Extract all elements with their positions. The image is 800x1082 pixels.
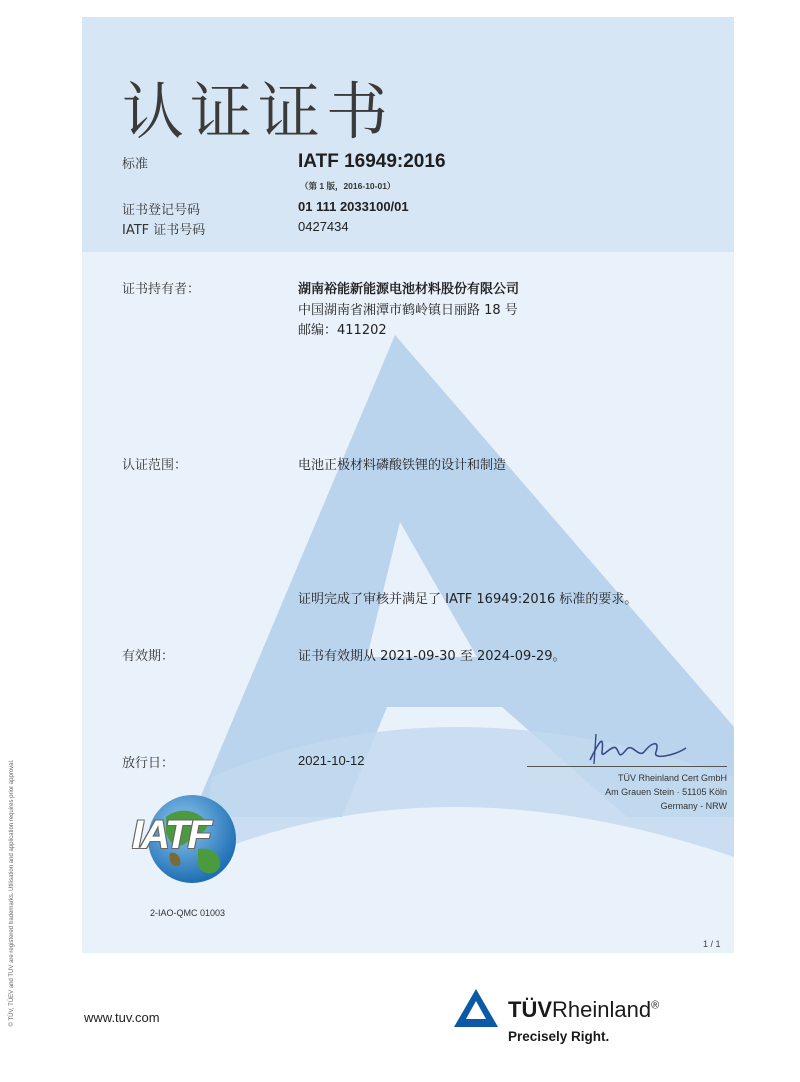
standard-edition: （第 1 版，2016-10-01） xyxy=(300,181,396,191)
issue-date-label: 放行日： xyxy=(122,756,175,771)
trademark-note: © TÜV, TÜEV and TUV are registered trademarks. Utilisation and application requires prior approval. xyxy=(9,759,15,1027)
registration-label: 证书登记号码 xyxy=(122,203,201,218)
website-link[interactable]: www.tuv.com xyxy=(84,1010,160,1025)
signature-line xyxy=(527,766,727,767)
holder-label: 证书持有者： xyxy=(122,282,201,297)
brand-name xyxy=(508,997,659,1023)
validity-value: 证书有效期从 2021-09-30 至 2024-09-29。 xyxy=(298,649,566,664)
holder-postcode: 邮编：411202 xyxy=(298,323,387,338)
validity-label: 有效期： xyxy=(122,649,175,664)
brand-name-rest: Rheinland xyxy=(552,997,652,1022)
tuv-triangle-logo-icon xyxy=(452,987,500,1029)
standard-value: IATF 16949:2016 xyxy=(298,151,446,172)
iatf-number-label: IATF 证书号码 xyxy=(122,223,206,238)
registration-value: 01 111 2033100/01 xyxy=(298,199,409,214)
iatf-logo-text: IATF xyxy=(132,813,210,857)
brand-name-bold: TÜV xyxy=(508,997,552,1022)
iatf-code: 2-IAO-QMC 01003 xyxy=(150,908,226,918)
page-number: 1 / 1 xyxy=(703,939,721,949)
scope-label: 认证范围： xyxy=(122,458,188,473)
issuer-line-1: TÜV Rheinland Cert GmbH xyxy=(617,773,727,783)
holder-name: 湖南裕能新能源电池材料股份有限公司 xyxy=(298,282,520,297)
brand-registered: ® xyxy=(651,999,660,1012)
holder-address: 中国湖南省湘潭市鹤岭镇日丽路 18 号 xyxy=(298,303,518,318)
certificate-sheet xyxy=(82,17,734,953)
statement: 证明完成了审核并满足了 IATF 16949:2016 标准的要求。 xyxy=(298,592,638,607)
iatf-number-value: 0427434 xyxy=(298,219,349,234)
signature-icon xyxy=(582,730,692,770)
brand-slogan: Precisely Right. xyxy=(508,1029,610,1044)
standard-label: 标准 xyxy=(122,157,149,172)
page-title: 认证证书 xyxy=(122,75,395,148)
issue-date-value: 2021-10-12 xyxy=(298,753,365,768)
issuer-line-3: Germany - NRW xyxy=(660,801,727,811)
issuer-line-2: Am Grauen Stein · 51105 Köln xyxy=(605,787,727,797)
scope-value: 电池正极材料磷酸铁锂的设计和制造 xyxy=(298,458,507,473)
iatf-logo xyxy=(126,787,246,897)
